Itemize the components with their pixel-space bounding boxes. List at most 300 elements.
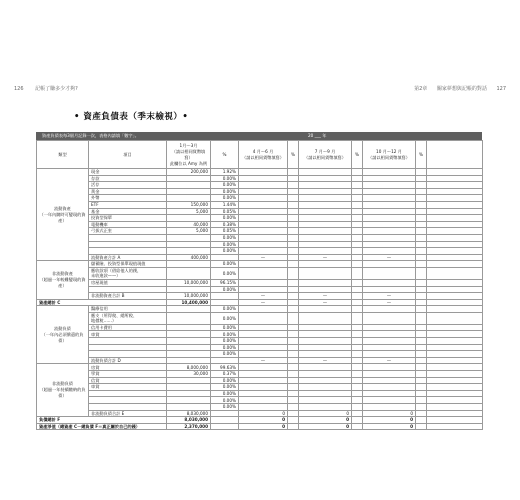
table-row xyxy=(37,241,483,248)
empty-cell xyxy=(288,293,299,300)
row-item xyxy=(89,351,167,358)
row-item: 車貸 xyxy=(89,331,167,338)
empty-cell xyxy=(299,324,352,331)
empty-cell xyxy=(288,169,299,176)
empty-cell xyxy=(427,201,483,208)
empty-cell xyxy=(299,397,352,404)
empty-cell xyxy=(427,195,483,202)
empty-cell xyxy=(416,357,427,364)
empty-cell xyxy=(416,208,427,215)
empty-cell xyxy=(427,182,483,189)
empty-cell xyxy=(288,331,299,338)
q1-pct: 0.00% xyxy=(211,241,239,248)
empty-cell xyxy=(352,279,363,286)
q1-value xyxy=(167,324,211,331)
subtotal-label: 流動負債合計 D xyxy=(89,357,167,364)
total-label: 負債總計 F xyxy=(37,417,167,424)
empty-cell xyxy=(239,384,288,391)
q1-value: 5,000 xyxy=(167,228,211,235)
empty-cell xyxy=(363,397,416,404)
row-item: 應收款項（借給他人的錢， 未收進款——） xyxy=(89,267,167,279)
empty-cell xyxy=(299,306,352,313)
q1-value xyxy=(167,215,211,222)
sheet-year: 20 ___ 年 xyxy=(308,133,327,138)
col-q3-pct: % xyxy=(352,141,363,169)
empty-cell xyxy=(288,397,299,404)
empty-cell xyxy=(416,351,427,358)
empty-cell xyxy=(352,188,363,195)
empty-cell xyxy=(288,338,299,345)
q1-pct: 0.00% xyxy=(211,234,239,241)
empty-cell xyxy=(352,344,363,351)
empty-cell xyxy=(416,306,427,313)
dash-cell: — xyxy=(363,299,416,306)
q1-pct: 1.92% xyxy=(211,169,239,176)
q1-value xyxy=(167,241,211,248)
total-value: 2,370,000 xyxy=(167,423,211,430)
q1-value: 200,000 xyxy=(167,169,211,176)
empty-cell xyxy=(299,390,352,397)
empty-cell xyxy=(416,293,427,300)
total-label: 資產淨值（總資產 C－總負債 F＝真正屬於自己的錢） xyxy=(37,423,167,430)
col-q4-pct: % xyxy=(416,141,427,169)
empty-cell xyxy=(427,267,483,279)
table-row xyxy=(37,195,483,202)
row-item: 應支（所得稅、總所稅、 地價稅……） xyxy=(89,312,167,324)
empty-cell xyxy=(299,384,352,391)
empty-cell xyxy=(288,201,299,208)
q1-pct: 0.00% xyxy=(211,338,239,345)
q1-value xyxy=(167,286,211,293)
table-row xyxy=(37,331,483,338)
col-spare xyxy=(427,141,483,169)
table-row xyxy=(37,169,483,176)
empty-cell xyxy=(363,248,416,255)
empty-cell xyxy=(211,293,239,300)
empty-cell xyxy=(352,338,363,345)
empty-cell xyxy=(239,351,288,358)
empty-cell xyxy=(239,182,288,189)
empty-cell xyxy=(363,384,416,391)
empty-cell xyxy=(299,188,352,195)
table-row xyxy=(37,248,483,255)
q1-value xyxy=(167,234,211,241)
zero-cell: 0 xyxy=(239,417,288,424)
empty-cell xyxy=(288,364,299,371)
table-body xyxy=(37,169,483,430)
subtotal-row xyxy=(37,357,483,364)
empty-cell xyxy=(239,364,288,371)
empty-cell xyxy=(299,175,352,182)
row-item xyxy=(89,338,167,345)
empty-cell xyxy=(288,286,299,293)
row-item: 車貸 xyxy=(89,384,167,391)
subtotal-value: 10,000,000 xyxy=(167,293,211,300)
empty-cell xyxy=(352,397,363,404)
col-q1-pct: % xyxy=(211,141,239,169)
empty-cell xyxy=(352,293,363,300)
empty-cell xyxy=(427,384,483,391)
subtotal-row xyxy=(37,293,483,300)
q1-value: 10,000,000 xyxy=(167,279,211,286)
empty-cell xyxy=(416,364,427,371)
subtotal-value xyxy=(167,357,211,364)
empty-cell xyxy=(416,423,427,430)
empty-cell xyxy=(352,312,363,324)
group-label: 流動資產 （一年內隨時可變現的資產） xyxy=(37,169,89,261)
empty-cell xyxy=(288,312,299,324)
empty-cell xyxy=(352,423,363,430)
q1-pct: 0.00% xyxy=(211,306,239,313)
empty-cell xyxy=(416,286,427,293)
q1-pct: 1.44% xyxy=(211,201,239,208)
q1-value: 8,000,000 xyxy=(167,364,211,371)
col-q3: 7 月～9 月 （請以相同貨幣填寫） xyxy=(299,141,352,169)
empty-cell xyxy=(288,390,299,397)
empty-cell xyxy=(427,397,483,404)
table-row xyxy=(37,364,483,371)
col-item: 項目 xyxy=(89,141,167,169)
row-item: 弓拔式正室 xyxy=(89,228,167,235)
empty-cell xyxy=(427,286,483,293)
empty-cell xyxy=(352,306,363,313)
subtotal-value: 400,000 xyxy=(167,254,211,261)
empty-cell xyxy=(352,390,363,397)
empty-cell xyxy=(288,175,299,182)
empty-cell xyxy=(239,404,288,411)
col-q2-pct: % xyxy=(288,141,299,169)
table-row xyxy=(37,306,483,313)
empty-cell xyxy=(299,195,352,202)
empty-cell xyxy=(416,228,427,235)
empty-cell xyxy=(427,312,483,324)
row-item: 黃金 xyxy=(89,188,167,195)
q1-pct: 0.00% xyxy=(211,351,239,358)
empty-cell xyxy=(288,208,299,215)
empty-cell xyxy=(363,312,416,324)
empty-cell xyxy=(427,331,483,338)
empty-cell xyxy=(427,299,483,306)
empty-cell xyxy=(427,357,483,364)
empty-cell xyxy=(352,221,363,228)
empty-cell xyxy=(427,208,483,215)
sheet-note: 資產負債表每3個月記錄一次，表格內請填「數字」。 xyxy=(42,133,139,138)
empty-cell xyxy=(352,331,363,338)
q1-pct: 0.00% xyxy=(211,195,239,202)
empty-cell xyxy=(416,201,427,208)
row-item: 電動機車 xyxy=(89,221,167,228)
empty-cell xyxy=(352,371,363,378)
empty-cell xyxy=(239,188,288,195)
empty-cell xyxy=(299,215,352,222)
empty-cell xyxy=(239,169,288,176)
empty-cell xyxy=(352,404,363,411)
table-row xyxy=(37,228,483,235)
empty-cell xyxy=(239,371,288,378)
table-row xyxy=(37,377,483,384)
table-row xyxy=(37,208,483,215)
empty-cell xyxy=(239,279,288,286)
empty-cell xyxy=(363,404,416,411)
group-label: 流動負債 （一年內必須償還的負債） xyxy=(37,306,89,364)
q1-pct: 0.00% xyxy=(211,384,239,391)
empty-cell xyxy=(416,384,427,391)
page-number-left: 126 xyxy=(14,86,24,92)
empty-cell xyxy=(363,306,416,313)
empty-cell xyxy=(299,228,352,235)
table-row xyxy=(37,215,483,222)
table-header-row xyxy=(37,141,483,169)
empty-cell xyxy=(239,221,288,228)
empty-cell xyxy=(211,410,239,417)
empty-cell xyxy=(288,248,299,255)
q1-pct: 0.00% xyxy=(211,390,239,397)
q1-value xyxy=(167,188,211,195)
table-row xyxy=(37,390,483,397)
q1-value xyxy=(167,306,211,313)
total-row xyxy=(37,417,483,424)
empty-cell xyxy=(427,324,483,331)
empty-cell xyxy=(352,364,363,371)
row-item: ETF xyxy=(89,201,167,208)
dash-cell: — xyxy=(299,357,352,364)
empty-cell xyxy=(299,248,352,255)
empty-cell xyxy=(299,312,352,324)
total-label: 資產總計 C xyxy=(37,299,167,306)
q1-value xyxy=(167,182,211,189)
empty-cell xyxy=(288,261,299,268)
empty-cell xyxy=(288,404,299,411)
empty-cell xyxy=(299,182,352,189)
dash-cell: — xyxy=(363,357,416,364)
empty-cell xyxy=(352,384,363,391)
q1-pct: 0.00% xyxy=(211,324,239,331)
empty-cell xyxy=(416,234,427,241)
empty-cell xyxy=(363,377,416,384)
section-title: • 資產負債表（季末檢視）• xyxy=(74,112,189,122)
empty-cell xyxy=(363,351,416,358)
empty-cell xyxy=(288,188,299,195)
empty-cell xyxy=(363,344,416,351)
empty-cell xyxy=(299,371,352,378)
empty-cell xyxy=(416,338,427,345)
empty-cell xyxy=(363,267,416,279)
q1-pct: 0.00% xyxy=(211,286,239,293)
empty-cell xyxy=(363,208,416,215)
sheet-bar xyxy=(36,132,482,140)
row-item xyxy=(89,248,167,255)
empty-cell xyxy=(239,228,288,235)
empty-cell xyxy=(299,169,352,176)
q1-pct: 0.00% xyxy=(211,344,239,351)
chapter-title: 關家夢想與記帳的對話 xyxy=(436,86,487,92)
empty-cell xyxy=(299,377,352,384)
table-row xyxy=(37,312,483,324)
table-row xyxy=(37,338,483,345)
empty-cell xyxy=(352,215,363,222)
empty-cell xyxy=(416,312,427,324)
empty-cell xyxy=(363,331,416,338)
empty-cell xyxy=(299,344,352,351)
zero-cell: 0 xyxy=(299,423,352,430)
empty-cell xyxy=(427,390,483,397)
empty-cell xyxy=(416,397,427,404)
zero-cell: 0 xyxy=(363,423,416,430)
empty-cell xyxy=(299,364,352,371)
empty-cell xyxy=(363,338,416,345)
empty-cell xyxy=(239,208,288,215)
empty-cell xyxy=(427,215,483,222)
empty-cell xyxy=(427,228,483,235)
q1-pct: 0.05% xyxy=(211,208,239,215)
table-row xyxy=(37,344,483,351)
empty-cell xyxy=(211,254,239,261)
subtotal-row xyxy=(37,254,483,261)
empty-cell xyxy=(416,331,427,338)
empty-cell xyxy=(416,410,427,417)
empty-cell xyxy=(352,324,363,331)
empty-cell xyxy=(352,208,363,215)
page-header xyxy=(14,85,506,95)
empty-cell xyxy=(288,241,299,248)
table-row xyxy=(37,404,483,411)
q1-pct: 96.15% xyxy=(211,279,239,286)
dash-cell: — xyxy=(299,293,352,300)
empty-cell xyxy=(363,182,416,189)
empty-cell xyxy=(363,175,416,182)
table-row xyxy=(37,221,483,228)
page-header-right xyxy=(406,85,506,92)
empty-cell xyxy=(363,169,416,176)
dash-cell: — xyxy=(363,254,416,261)
q1-value xyxy=(167,267,211,279)
book-title: 記帳了賺多少才夠? xyxy=(35,86,78,92)
zero-cell: 0 xyxy=(239,410,288,417)
empty-cell xyxy=(288,351,299,358)
dash-cell: — xyxy=(239,254,288,261)
col-q1: 1月～3月 （請以相同貨幣填寫） 此欄位以 Amy 為例 xyxy=(167,141,211,169)
empty-cell xyxy=(239,201,288,208)
empty-cell xyxy=(352,261,363,268)
empty-cell xyxy=(363,261,416,268)
empty-cell xyxy=(352,241,363,248)
empty-cell xyxy=(427,188,483,195)
table-row xyxy=(37,175,483,182)
empty-cell xyxy=(288,254,299,261)
empty-cell xyxy=(352,228,363,235)
empty-cell xyxy=(427,410,483,417)
empty-cell xyxy=(299,201,352,208)
empty-cell xyxy=(352,234,363,241)
empty-cell xyxy=(427,338,483,345)
empty-cell xyxy=(427,364,483,371)
empty-cell xyxy=(416,195,427,202)
empty-cell xyxy=(239,338,288,345)
q1-value xyxy=(167,338,211,345)
empty-cell xyxy=(427,344,483,351)
empty-cell xyxy=(288,384,299,391)
empty-cell xyxy=(239,324,288,331)
empty-cell xyxy=(288,267,299,279)
empty-cell xyxy=(427,241,483,248)
empty-cell xyxy=(288,299,299,306)
empty-cell xyxy=(211,299,239,306)
empty-cell xyxy=(363,234,416,241)
q1-value xyxy=(167,384,211,391)
empty-cell xyxy=(352,201,363,208)
dash-cell: — xyxy=(239,299,288,306)
q1-pct: 0.37% xyxy=(211,371,239,378)
empty-cell xyxy=(211,417,239,424)
q1-value xyxy=(167,377,211,384)
table-row xyxy=(37,371,483,378)
empty-cell xyxy=(288,410,299,417)
empty-cell xyxy=(352,267,363,279)
empty-cell xyxy=(239,377,288,384)
empty-cell xyxy=(416,390,427,397)
q1-pct: 0.00% xyxy=(211,397,239,404)
empty-cell xyxy=(288,195,299,202)
q1-pct: 0.00% xyxy=(211,377,239,384)
row-item: 現金 xyxy=(89,169,167,176)
empty-cell xyxy=(416,279,427,286)
empty-cell xyxy=(363,390,416,397)
row-item: 投資型保單 xyxy=(89,215,167,222)
empty-cell xyxy=(352,286,363,293)
q1-pct: 99.63% xyxy=(211,364,239,371)
empty-cell xyxy=(239,241,288,248)
total-value: 10,400,000 xyxy=(167,299,211,306)
row-item xyxy=(89,344,167,351)
row-item: 外幣 xyxy=(89,195,167,202)
empty-cell xyxy=(416,371,427,378)
empty-cell xyxy=(427,279,483,286)
table-row xyxy=(37,261,483,268)
col-type: 類型 xyxy=(37,141,89,169)
empty-cell xyxy=(416,344,427,351)
empty-cell xyxy=(427,293,483,300)
empty-cell xyxy=(299,279,352,286)
empty-cell xyxy=(416,169,427,176)
empty-cell xyxy=(416,299,427,306)
empty-cell xyxy=(352,254,363,261)
empty-cell xyxy=(239,286,288,293)
empty-cell xyxy=(427,248,483,255)
row-item: 醫療信用 xyxy=(89,306,167,313)
empty-cell xyxy=(299,404,352,411)
empty-cell xyxy=(416,254,427,261)
empty-cell xyxy=(416,417,427,424)
q1-pct: 0.00% xyxy=(211,312,239,324)
empty-cell xyxy=(288,324,299,331)
empty-cell xyxy=(363,324,416,331)
empty-cell xyxy=(288,423,299,430)
chapter-label: 第2章 xyxy=(414,86,428,92)
empty-cell xyxy=(211,423,239,430)
subtotal-value: 8,030,000 xyxy=(167,410,211,417)
q1-value xyxy=(167,390,211,397)
empty-cell xyxy=(363,228,416,235)
empty-cell xyxy=(427,423,483,430)
dash-cell: — xyxy=(299,299,352,306)
empty-cell xyxy=(427,221,483,228)
empty-cell xyxy=(288,357,299,364)
empty-cell xyxy=(416,324,427,331)
empty-cell xyxy=(416,261,427,268)
empty-cell xyxy=(427,306,483,313)
table-row xyxy=(37,351,483,358)
q1-value xyxy=(167,344,211,351)
